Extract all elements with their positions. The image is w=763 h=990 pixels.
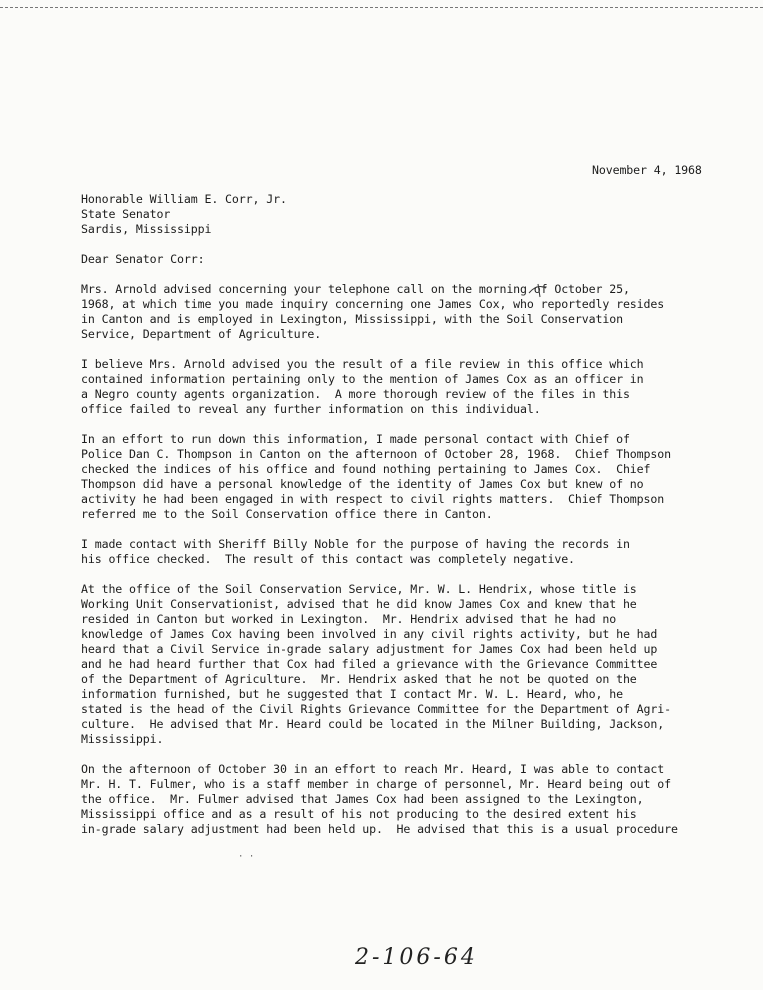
paragraph-line: At the office of the Soil Conservation Service, Mr. W. L. Hendrix, whose title is xyxy=(81,582,637,596)
paragraph-line: contained information pertaining only to the mention of James Cox as an officer in xyxy=(81,372,644,386)
paragraph-line: Mississippi. xyxy=(81,732,164,746)
paragraph-line: I made contact with Sheriff Billy Noble for the purpose of having the records in xyxy=(81,537,630,551)
paragraph-line: Mr. H. T. Fulmer, who is a staff member in charge of personnel, Mr. Heard being out of xyxy=(81,777,671,791)
scan-specks: · · xyxy=(238,852,255,862)
handwritten-mark-icon xyxy=(526,281,552,301)
paragraph-line: 1968, at which time you made inquiry concerning one James Cox, who reportedly resides xyxy=(81,297,665,311)
paragraph-line: knowledge of James Cox having been involved in any civil rights activity, but he had xyxy=(81,627,658,641)
paragraph-line: stated is the head of the Civil Rights Grievance Committee for the Department of Agri- xyxy=(81,702,671,716)
paragraph-line: in-grade salary adjustment had been held up. He advised that this is a usual procedure xyxy=(81,822,678,836)
paragraph-line: the office. Mr. Fulmer advised that James Cox had been assigned to the Lexington, xyxy=(81,792,644,806)
letter-date: November 4, 1968 xyxy=(592,163,702,177)
paragraph-line: and he had heard further that Cox had filed a grievance with the Grievance Committee xyxy=(81,657,658,671)
address-line: Sardis, Mississippi xyxy=(81,222,212,236)
page-top-rule xyxy=(0,0,763,8)
paragraph-line: referred me to the Soil Conservation office there in Canton. xyxy=(81,507,493,521)
paragraph-line: a Negro county agents organization. A more thorough review of the files in this xyxy=(81,387,630,401)
paragraph-line: in Canton and is employed in Lexington, Mississippi, with the Soil Conservation xyxy=(81,312,623,326)
paragraph-line: Working Unit Conservationist, advised that he did know James Cox and knew that he xyxy=(81,597,637,611)
paragraph-line: his office checked. The result of this contact was completely negative. xyxy=(81,552,575,566)
salutation: Dear Senator Corr: xyxy=(81,252,205,266)
paragraph-line: information furnished, but he suggested that I contact Mr. W. L. Heard, who, he xyxy=(81,687,623,701)
address-line: State Senator xyxy=(81,207,171,221)
handwritten-file-number: 2-106-64 xyxy=(355,945,478,970)
address-line: Honorable William E. Corr, Jr. xyxy=(81,192,287,206)
paragraph-line: heard that a Civil Service in-grade salary adjustment for James Cox had been held up xyxy=(81,642,658,656)
paragraph-line: Mrs. Arnold advised concerning your telephone call on the morning of October 25, xyxy=(81,282,630,296)
paragraph-line: checked the indices of his office and found nothing pertaining to James Cox. Chief xyxy=(81,462,651,476)
paragraph-line: resided in Canton but worked in Lexington. Mr. Hendrix advised that he had no xyxy=(81,612,617,626)
paragraph-line: of the Department of Agriculture. Mr. Hendrix asked that he not be quoted on the xyxy=(81,672,637,686)
paragraph-line: In an effort to run down this information, I made personal contact with Chief of xyxy=(81,432,630,446)
paragraph-line: Police Dan C. Thompson in Canton on the afternoon of October 28, 1968. Chief Thompson xyxy=(81,447,671,461)
paragraph-line: Thompson did have a personal knowledge of the identity of James Cox but knew of no xyxy=(81,477,644,491)
paragraph-line: activity he had been engaged in with respect to civil rights matters. Chief Thompson xyxy=(81,492,665,506)
paragraph-line: office failed to reveal any further information on this individual. xyxy=(81,402,541,416)
paragraph-line: I believe Mrs. Arnold advised you the result of a file review in this office which xyxy=(81,357,644,371)
paragraph-line: Mississippi office and as a result of his not producing to the desired extent his xyxy=(81,807,637,821)
paragraph-line: Service, Department of Agriculture. xyxy=(81,327,322,341)
paragraph-line: On the afternoon of October 30 in an effort to reach Mr. Heard, I was able to contact xyxy=(81,762,665,776)
paragraph-line: culture. He advised that Mr. Heard could be located in the Milner Building, Jackson, xyxy=(81,717,665,731)
